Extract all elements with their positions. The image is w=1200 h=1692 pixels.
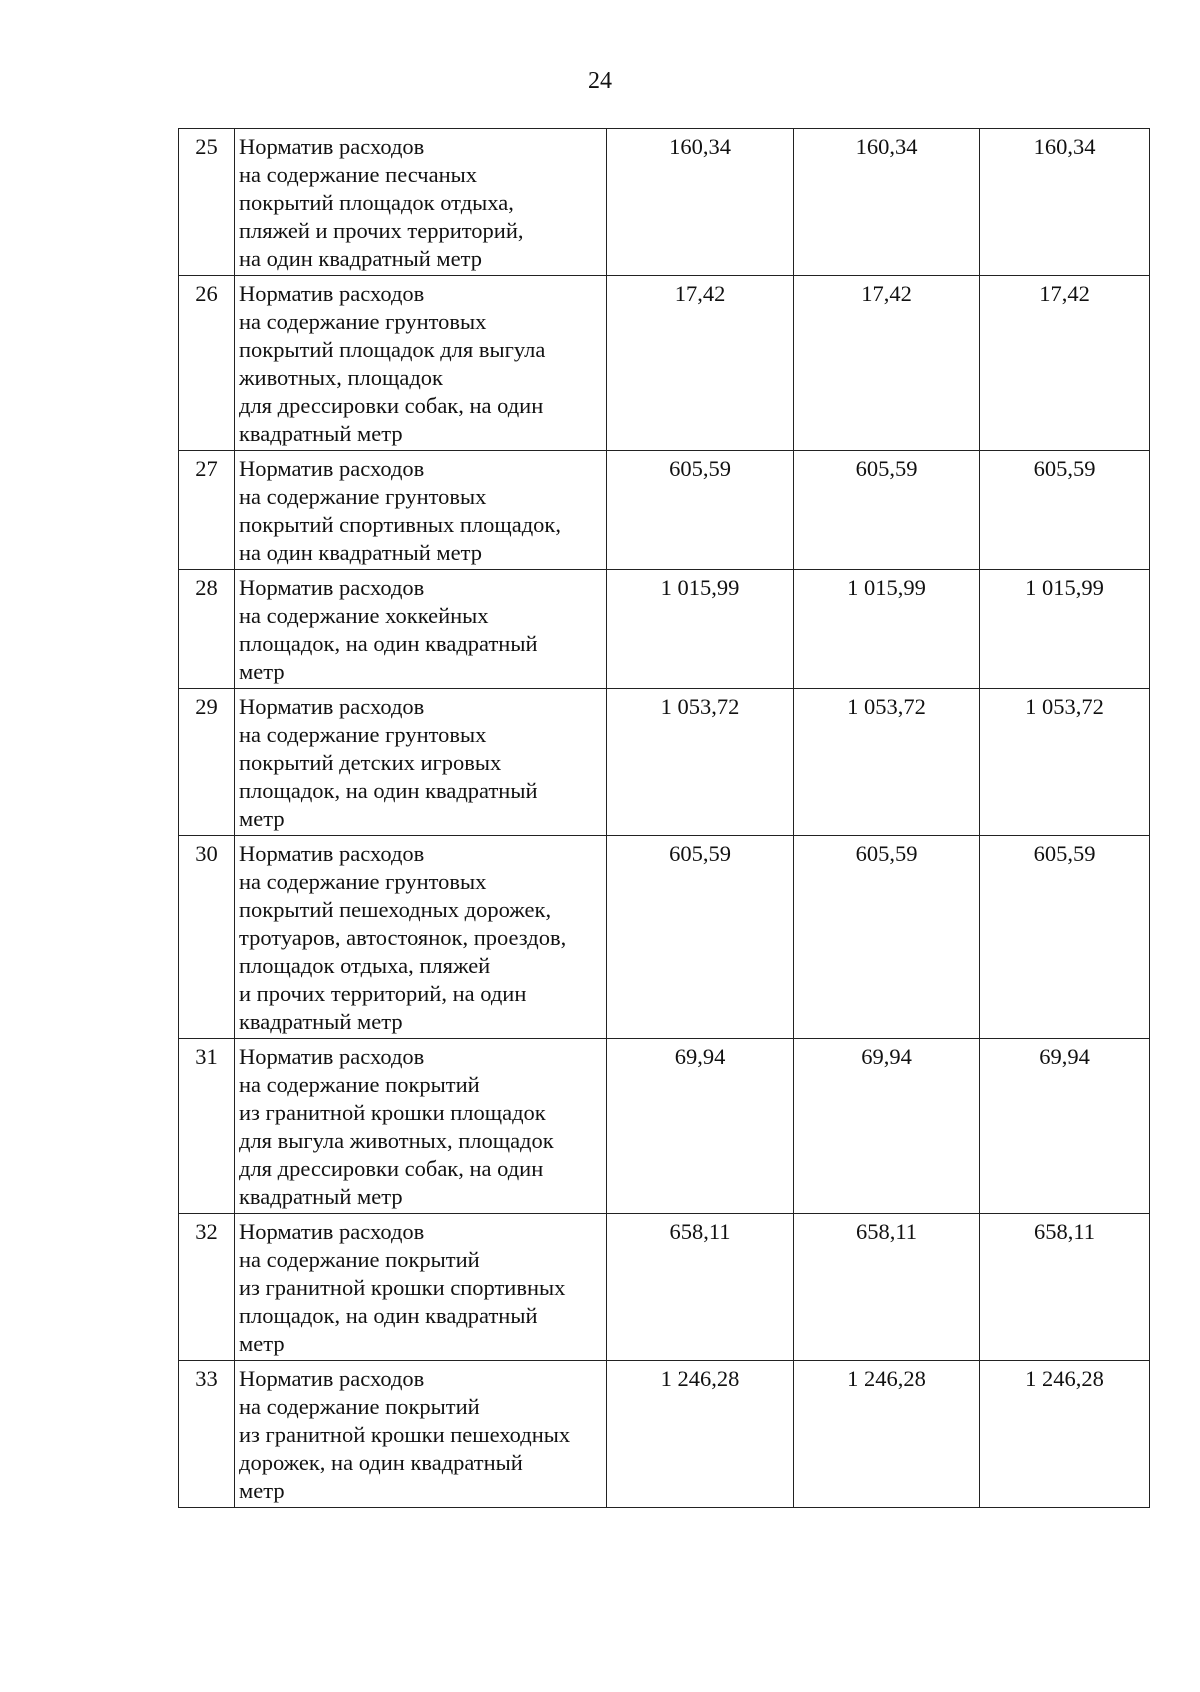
row-number: 27 <box>179 451 235 570</box>
row-value-1: 69,94 <box>607 1039 794 1214</box>
row-value-3: 658,11 <box>980 1214 1150 1361</box>
row-description: Норматив расходов на содержание грунтовых покрытий детских игровых площадок, на один квадратный метр <box>235 689 607 836</box>
row-value-3: 69,94 <box>980 1039 1150 1214</box>
row-number: 25 <box>179 129 235 276</box>
row-value-1: 658,11 <box>607 1214 794 1361</box>
row-description: Норматив расходов на содержание грунтовых покрытий пешеходных дорожек, тротуаров, автостоянок, проездов, площадок отдыха, пляжей и прочих территорий, на один квадратный метр <box>235 836 607 1039</box>
page-number: 24 <box>588 68 612 94</box>
table-row <box>179 1361 1150 1508</box>
row-value-1: 160,34 <box>607 129 794 276</box>
table-row <box>179 1039 1150 1214</box>
row-value-1: 1 246,28 <box>607 1361 794 1508</box>
row-number: 33 <box>179 1361 235 1508</box>
row-description: Норматив расходов на содержание покрытий из гранитной крошки площадок для выгула животных, площадок для дрессировки собак, на один квадратный метр <box>235 1039 607 1214</box>
row-value-1: 605,59 <box>607 836 794 1039</box>
row-value-2: 69,94 <box>794 1039 980 1214</box>
row-value-2: 160,34 <box>794 129 980 276</box>
row-value-3: 1 053,72 <box>980 689 1150 836</box>
row-description: Норматив расходов на содержание грунтовых покрытий площадок для выгула животных, площадок для дрессировки собак, на один квадратный метр <box>235 276 607 451</box>
table-row <box>179 276 1150 451</box>
row-value-3: 160,34 <box>980 129 1150 276</box>
row-value-3: 605,59 <box>980 451 1150 570</box>
row-value-2: 605,59 <box>794 451 980 570</box>
row-value-2: 17,42 <box>794 276 980 451</box>
row-number: 28 <box>179 570 235 689</box>
row-value-3: 1 015,99 <box>980 570 1150 689</box>
table-row <box>179 129 1150 276</box>
row-description: Норматив расходов на содержание хоккейных площадок, на один квадратный метр <box>235 570 607 689</box>
row-value-3: 1 246,28 <box>980 1361 1150 1508</box>
table-row <box>179 451 1150 570</box>
row-description: Норматив расходов на содержание песчаных покрытий площадок отдыха, пляжей и прочих территорий, на один квадратный метр <box>235 129 607 276</box>
row-number: 30 <box>179 836 235 1039</box>
table-row <box>179 1214 1150 1361</box>
row-value-1: 17,42 <box>607 276 794 451</box>
row-number: 32 <box>179 1214 235 1361</box>
row-value-2: 1 053,72 <box>794 689 980 836</box>
row-description: Норматив расходов на содержание покрытий из гранитной крошки пешеходных дорожек, на один квадратный метр <box>235 1361 607 1508</box>
table-row <box>179 836 1150 1039</box>
row-number: 29 <box>179 689 235 836</box>
table-row <box>179 570 1150 689</box>
row-description: Норматив расходов на содержание грунтовых покрытий спортивных площадок, на один квадратный метр <box>235 451 607 570</box>
row-value-1: 1 053,72 <box>607 689 794 836</box>
row-value-1: 605,59 <box>607 451 794 570</box>
norms-table <box>178 128 1150 1508</box>
row-value-2: 1 246,28 <box>794 1361 980 1508</box>
row-value-2: 605,59 <box>794 836 980 1039</box>
row-number: 26 <box>179 276 235 451</box>
row-value-2: 658,11 <box>794 1214 980 1361</box>
row-value-3: 17,42 <box>980 276 1150 451</box>
row-value-3: 605,59 <box>980 836 1150 1039</box>
row-number: 31 <box>179 1039 235 1214</box>
table-row <box>179 689 1150 836</box>
row-value-1: 1 015,99 <box>607 570 794 689</box>
row-value-2: 1 015,99 <box>794 570 980 689</box>
row-description: Норматив расходов на содержание покрытий из гранитной крошки спортивных площадок, на один квадратный метр <box>235 1214 607 1361</box>
